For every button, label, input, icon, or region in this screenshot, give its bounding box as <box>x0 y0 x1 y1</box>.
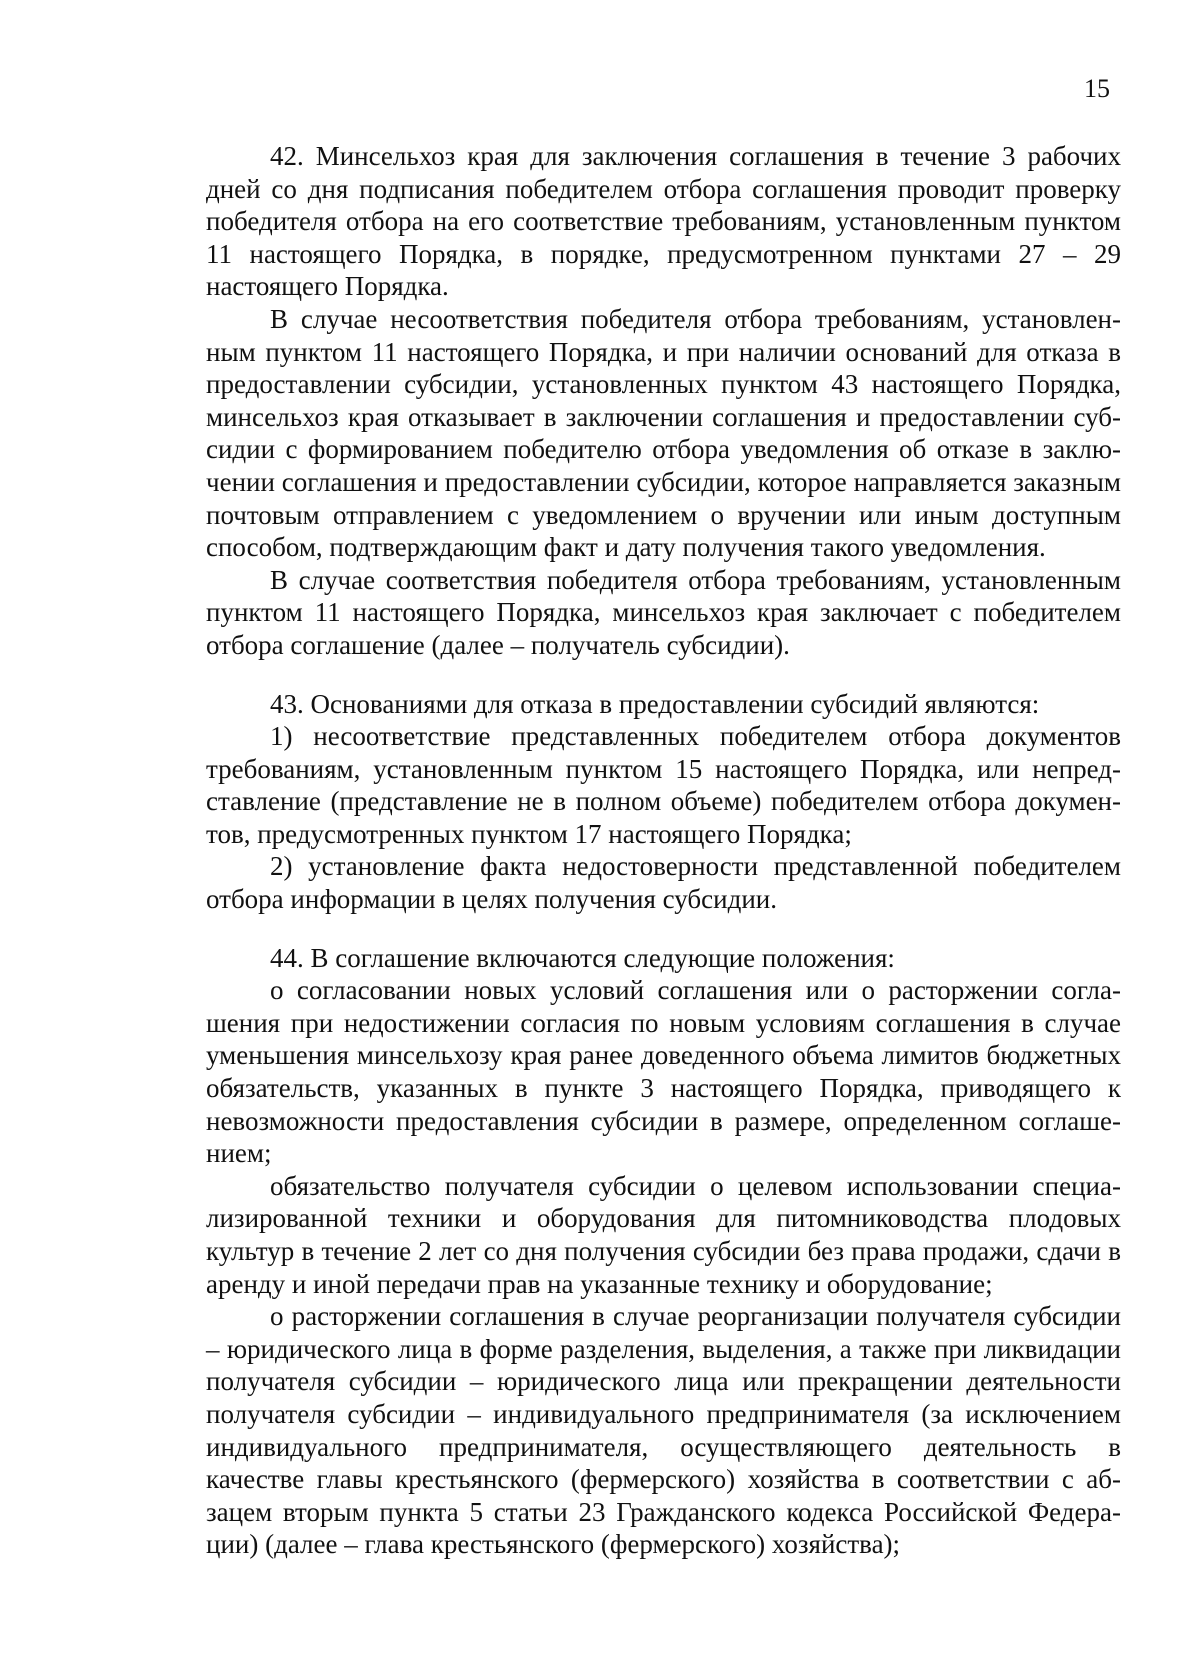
paragraph-43: 43. Основаниями для отказа в предоставлении субсидий являются: <box>270 688 1040 719</box>
paragraph-42: 42. Минсельхоз края для заключения соглашения в течение 3 рабочих дней со дня подписания победителем отбора соглашения проводит проверку победителя отбора на его соответствие требованиям, установленным пунктом 11 настоящего Порядка, в порядке, предусмотренном пунктами 27 – 29 настоящего Порядка. <box>206 141 1121 302</box>
paragraph-44-provision-1: о согласовании новых условий соглашения или о расторжении соглашения при недостижении согласия по новым условиям соглашения в случае уменьшения минсельхозу края ранее доведенного объема лимитов бюджетных обязательств, указанных в пункте 3 настоящего Порядка, приводящего к невозможности предоставления субсидии в размере, определенном соглашением; <box>206 975 1121 1169</box>
paragraph-43-item-1: 1) несоответствие представленных победителем отбора документов требованиям, установленным пунктом 15 настоящего Порядка, или непредставление (представление не в полном объеме) победителем отбора документов, предусмотренных пунктом 17 настоящего Порядка; <box>206 721 1121 849</box>
paragraph-42-compliance: В случае соответствия победителя отбора требованиям, установленным пунктом 11 настоящего Порядка, минсельхоз края заключает с победителем отбора соглашение (далее – получатель субсидии). <box>206 564 1121 660</box>
paragraph-44-provision-3: о расторжении соглашения в случае реорганизации получателя субсидии – юридического лица в форме разделения, выделения, а также при ликвидации получателя субсидии – юридического лица или прекращении деятельности получателя субсидии – индивидуального предпринимателя (за исключением индивидуального предпринимателя, осуществляющего деятельность в качестве главы крестьянского (фермерского) хозяйства в соответствии с абзацем вторым пункта 5 статьи 23 Гражданского кодекса Российской Федерации) (далее – глава крестьянского (фермерского) хозяйства); <box>206 1301 1121 1560</box>
page-number: 15 <box>1084 74 1110 103</box>
paragraph-42-noncompliance: В случае несоответствия победителя отбора требованиям, установленным пунктом 11 настоящего Порядка, и при наличии оснований для отказа в предоставлении субсидии, установленных пунктом 43 настоящего Порядка, минсельхоз края отказывает в заключении соглашения и предоставлении субсидии с формированием победителю отбора уведомления об отказе в заключении соглашения и предоставлении субсидии, которое направляется заказным почтовым отправлением с уведомлением о вручении или иным доступным способом, подтверждающим факт и дату получения такого уведомления. <box>206 303 1121 563</box>
document-body <box>206 140 1121 1561</box>
paragraph-43-item-2: 2) установление факта недостоверности представленной победителем отбора информации в целях получения субсидии. <box>206 851 1121 915</box>
paragraph-44: 44. В соглашение включаются следующие положения: <box>270 942 895 973</box>
paragraph-44-provision-2: обязательство получателя субсидии о целевом использовании специализированной техники и оборудования для питомниководства плодовых культур в течение 2 лет со дня получения субсидии без права продажи, сдачи в аренду и иной передачи прав на указанные технику и оборудование; <box>206 1170 1121 1299</box>
